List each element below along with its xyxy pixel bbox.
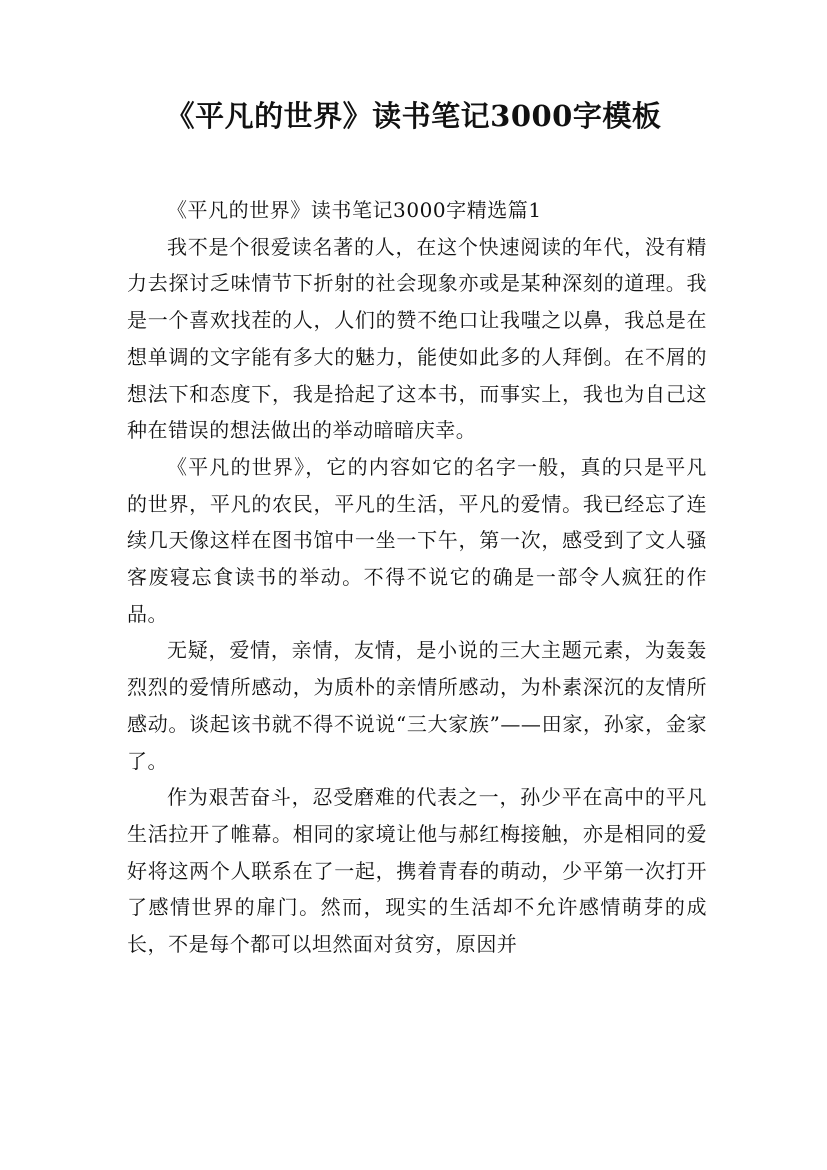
paragraph-4: 作为艰苦奋斗，忍受磨难的代表之一，孙少平在高中的平凡生活拉开了帷幕。相同的家境让他与郝红梅接触，亦是相同的爱好将这两个人联系在了一起，携着青春的萌动，少平第一次打开了感情世界的扉门。然而，现实的生活却不允许感情萌芽的成长，不是每个都可以坦然面对贫穷，原因并 (127, 785, 707, 957)
document-body (127, 192, 707, 963)
paragraph-3: 无疑，爱情，亲情，友情，是小说的三大主题元素，为轰轰烈烈的爱情所感动，为质朴的亲情所感动，为朴素深沉的友情所感动。谈起该书就不得不说说“三大家族”——田家，孙家，金家了。 (127, 638, 707, 773)
paragraph-2: 《平凡的世界》，它的内容如它的名字一般，真的只是平凡的世界，平凡的农民，平凡的生活，平凡的爱情。我已经忘了连续几天像这样在图书馆中一坐一下午，第一次，感受到了文人骚客废寝忘食读书的举动。不得不说它的确是一部令人疯狂的作品。 (127, 454, 707, 626)
document-title: 《平凡的世界》读书笔记3000字模板 (165, 99, 662, 133)
section-subtitle: 《平凡的世界》读书笔记3000字精选篇1 (167, 198, 542, 222)
paragraph-1: 我不是个很爱读名著的人，在这个快速阅读的年代，没有精力去探讨乏味情节下折射的社会现象亦或是某种深刻的道理。我是一个喜欢找茬的人，人们的赞不绝口让我嗤之以鼻，我总是在想单调的文字能有多大的魅力，能使如此多的人拜倒。在不屑的想法下和态度下，我是拾起了这本书，而事实上，我也为自己这种在错误的想法做出的举动暗暗庆幸。 (127, 234, 707, 443)
